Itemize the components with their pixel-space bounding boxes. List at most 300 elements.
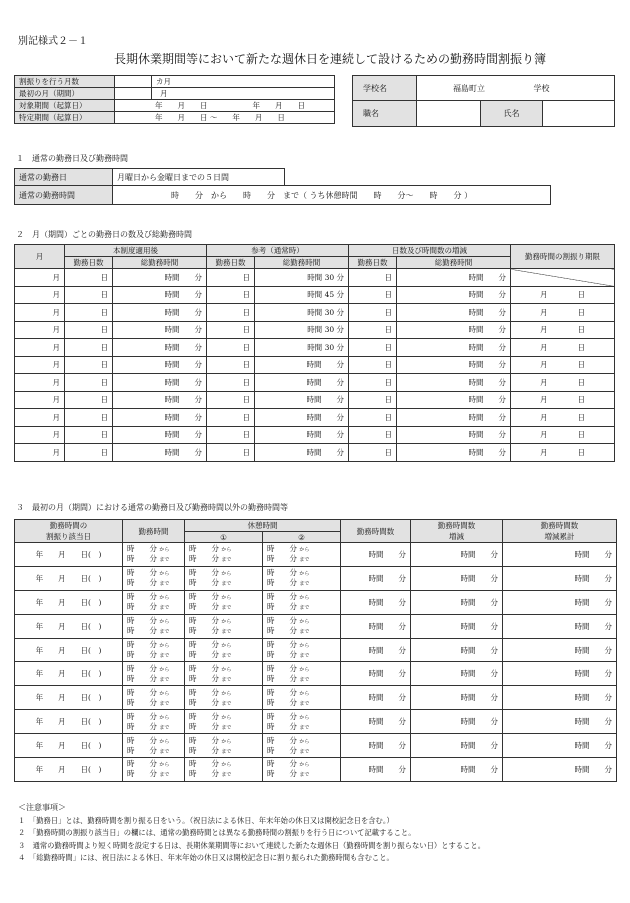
alloc-cell[interactable]: 月 日 (511, 426, 615, 444)
work-time-cell (123, 566, 185, 590)
time-hm[interactable]: 時 分 (189, 602, 219, 612)
work-time-cell (123, 590, 185, 614)
time-hm[interactable]: 時 分 (267, 769, 297, 779)
time-hm[interactable]: 時 分 (127, 759, 157, 769)
note-item: ４ 「総勤務時間」には、祝日法による休日、年末年始の休日又は開校記念日に割り振られた勤務時間も含むこと。 (18, 853, 394, 862)
time-hm[interactable]: 時 分 (189, 687, 219, 697)
h-days: 勤務日数 (65, 257, 113, 269)
month-row (15, 339, 615, 357)
change-cell[interactable]: 時間 分 (411, 543, 503, 567)
diff-days-cell[interactable]: 日 (349, 374, 397, 392)
ref-days-cell[interactable]: 日 (207, 286, 255, 304)
time-hm[interactable]: 時 分 (189, 544, 219, 554)
work-time-cell (123, 638, 185, 662)
h-break-1: ① (185, 532, 263, 543)
after-days-cell[interactable]: 日 (65, 426, 113, 444)
after-days-cell[interactable]: 日 (65, 339, 113, 357)
ref-total-cell[interactable] (255, 444, 349, 462)
ref-total-cell[interactable] (255, 356, 349, 374)
hours-cell[interactable]: 時間 分 (341, 614, 411, 638)
time-hm[interactable]: 時 分 (189, 673, 219, 683)
time-hm[interactable]: 時 分 (189, 626, 219, 636)
after-days-cell[interactable]: 日 (65, 286, 113, 304)
date-cell[interactable]: 年 月 日( ) (15, 638, 123, 662)
time-hm[interactable]: 時 分 (189, 578, 219, 588)
section1-title: １ 通常の勤務日及び勤務時間 (16, 154, 128, 163)
to-label: まで (221, 772, 232, 779)
cumulative-cell[interactable]: 時間 分 (503, 710, 617, 734)
break1-cell (185, 566, 263, 590)
diff-total-cell[interactable]: 時間 分 (397, 304, 511, 322)
from-label: から (159, 571, 170, 578)
diff-days-cell[interactable]: 日 (349, 356, 397, 374)
h-work: 勤務時間 (123, 520, 185, 543)
cumulative-cell[interactable]: 時間 分 (503, 734, 617, 758)
ref-total-cell[interactable] (255, 321, 349, 339)
diff-total-cell[interactable]: 時間 分 (397, 286, 511, 304)
break1-cell (185, 638, 263, 662)
time-hm[interactable]: 時 分 (189, 721, 219, 731)
diff-total-cell[interactable]: 時間 分 (397, 444, 511, 462)
month-cell[interactable]: 月 (15, 286, 65, 304)
time-hm[interactable]: 時 分 (267, 721, 297, 731)
diff-days-cell[interactable]: 日 (349, 444, 397, 462)
diff-days-cell[interactable]: 日 (349, 304, 397, 322)
diff-days-cell[interactable]: 日 (349, 269, 397, 287)
break2-cell (263, 614, 341, 638)
normal-time-value[interactable]: 時 分 から 時 分 まで（ うち休憩時間 時 分～ 時 分 ） (113, 186, 551, 205)
change-cell[interactable]: 時間 分 (411, 710, 503, 734)
after-days-cell[interactable]: 日 (65, 304, 113, 322)
time-hm[interactable]: 時 分 (189, 592, 219, 602)
from-label: から (221, 714, 232, 721)
break1-cell (185, 686, 263, 710)
cumulative-cell[interactable]: 時間 分 (503, 638, 617, 662)
ref-days-cell[interactable]: 日 (207, 426, 255, 444)
ref-total-value: 時間 分 (306, 447, 344, 457)
break1-cell (185, 758, 263, 782)
month-cell[interactable]: 月 (15, 304, 65, 322)
diff-total-cell[interactable]: 時間 分 (397, 339, 511, 357)
notes (18, 801, 485, 865)
break2-cell (263, 566, 341, 590)
school-field[interactable] (417, 76, 615, 101)
from-label: から (299, 690, 310, 697)
hours-cell[interactable]: 時間 分 (341, 638, 411, 662)
hours-cell[interactable]: 時間 分 (341, 662, 411, 686)
time-hm[interactable]: 時 分 (267, 640, 297, 649)
irregular-row (15, 543, 617, 567)
break1-cell (185, 614, 263, 638)
time-hm[interactable]: 時 分 (127, 640, 157, 649)
to-label: まで (299, 557, 310, 564)
cumulative-cell[interactable]: 時間 分 (503, 686, 617, 710)
ref-total-cell[interactable] (255, 426, 349, 444)
time-hm[interactable]: 時 分 (267, 626, 297, 636)
to-label: まで (159, 581, 170, 588)
diff-total-cell[interactable]: 時間 分 (397, 426, 511, 444)
after-total-cell[interactable]: 時間 分 (113, 409, 207, 427)
from-label: から (299, 666, 310, 673)
months-field[interactable] (115, 76, 335, 88)
time-hm[interactable]: 時 分 (189, 640, 219, 649)
cumulative-cell[interactable]: 時間 分 (503, 566, 617, 590)
time-hm[interactable]: 時 分 (127, 544, 157, 554)
h-month: 月 (15, 245, 65, 269)
name-field[interactable] (543, 101, 615, 127)
after-days-cell[interactable]: 日 (65, 444, 113, 462)
time-hm[interactable]: 時 分 (127, 616, 157, 626)
month-cell[interactable]: 月 (15, 269, 65, 287)
h-change (411, 520, 503, 543)
time-hm[interactable]: 時 分 (267, 663, 297, 673)
time-hm[interactable]: 時 分 (189, 663, 219, 673)
h-days: 勤務日数 (349, 257, 397, 269)
after-total-cell[interactable]: 時間 分 (113, 374, 207, 392)
time-hm[interactable]: 時 分 (127, 578, 157, 588)
irregular-row (15, 614, 617, 638)
time-hm[interactable]: 時 分 (189, 554, 219, 564)
month-row (15, 444, 615, 462)
alloc-cell[interactable]: 月 日 (511, 339, 615, 357)
from-label: から (299, 762, 310, 769)
hours-cell[interactable]: 時間 分 (341, 566, 411, 590)
time-hm[interactable]: 時 分 (267, 759, 297, 769)
ref-days-cell[interactable]: 日 (207, 374, 255, 392)
alloc-cell[interactable]: 月 日 (511, 321, 615, 339)
from-label: から (221, 666, 232, 673)
hours-cell[interactable]: 時間 分 (341, 590, 411, 614)
change-cell[interactable]: 時間 分 (411, 638, 503, 662)
first-month-unit: 月 (151, 88, 190, 99)
alloc-cell[interactable]: 月 日 (511, 391, 615, 409)
irregular-row (15, 758, 617, 782)
date-cell[interactable]: 年 月 日( ) (15, 662, 123, 686)
first-month-field[interactable] (115, 88, 335, 100)
change-cell[interactable]: 時間 分 (411, 614, 503, 638)
ref-days-cell[interactable]: 日 (207, 409, 255, 427)
diff-days-cell[interactable]: 日 (349, 286, 397, 304)
normal-days-value: 月曜日から金曜日までの５日間 (113, 169, 285, 186)
break1-cell (185, 710, 263, 734)
h-date (15, 520, 123, 543)
period-table (14, 75, 335, 124)
time-hm[interactable]: 時 分 (267, 735, 297, 745)
to-label: まで (221, 748, 232, 755)
ref-days-cell[interactable]: 日 (207, 321, 255, 339)
to-label: まで (221, 653, 232, 659)
ref-total-cell[interactable] (255, 304, 349, 322)
h-cumulative (503, 520, 617, 543)
change-cell[interactable]: 時間 分 (411, 686, 503, 710)
h-change-2: 増減 (449, 532, 464, 541)
irregular-row (15, 638, 617, 662)
time-hm[interactable]: 時 分 (267, 554, 297, 564)
cumulative-cell[interactable]: 時間 分 (503, 590, 617, 614)
change-cell[interactable]: 時間 分 (411, 734, 503, 758)
time-hm[interactable]: 時 分 (127, 687, 157, 697)
time-hm[interactable]: 時 分 (189, 697, 219, 707)
ref-total-cell[interactable] (255, 374, 349, 392)
from-label: から (299, 714, 310, 721)
time-hm[interactable]: 時 分 (189, 650, 219, 659)
hours-cell[interactable]: 時間 分 (341, 758, 411, 782)
from-label: から (159, 619, 170, 626)
month-row (15, 321, 615, 339)
h-cum-1: 勤務時間数 (540, 521, 579, 530)
after-total-cell[interactable]: 時間 分 (113, 444, 207, 462)
to-label: まで (221, 724, 232, 731)
diff-days-cell[interactable]: 日 (349, 409, 397, 427)
date-cell[interactable]: 年 月 日( ) (15, 686, 123, 710)
diff-days-cell[interactable]: 日 (349, 339, 397, 357)
after-total-cell[interactable]: 時間 分 (113, 304, 207, 322)
cumulative-cell[interactable]: 時間 分 (503, 543, 617, 567)
irregular-row (15, 734, 617, 758)
from-label: から (159, 595, 170, 602)
date-cell[interactable]: 年 月 日( ) (15, 758, 123, 782)
after-total-cell[interactable]: 時間 分 (113, 356, 207, 374)
specific-period-label: 特定期間（起算日） (15, 112, 115, 124)
time-hm[interactable]: 時 分 (127, 626, 157, 636)
time-hm[interactable]: 時 分 (189, 759, 219, 769)
note-item: ２ 「勤務時間の割振り該当日」の欄には、通常の勤務時間とは異なる勤務時間の割振りを行う日について記載すること。 (18, 828, 416, 837)
irregular-row (15, 590, 617, 614)
to-label: まで (221, 700, 232, 707)
position-field[interactable] (417, 101, 543, 127)
school-table (352, 75, 615, 127)
change-cell[interactable]: 時間 分 (411, 758, 503, 782)
break2-cell (263, 590, 341, 614)
ref-days-cell[interactable]: 日 (207, 304, 255, 322)
time-hm[interactable]: 時 分 (127, 650, 157, 659)
month-cell[interactable]: 月 (15, 444, 65, 462)
hours-cell[interactable]: 時間 分 (341, 734, 411, 758)
diff-total-cell[interactable]: 時間 分 (397, 356, 511, 374)
alloc-cell[interactable]: 月 日 (511, 286, 615, 304)
time-hm[interactable]: 時 分 (127, 721, 157, 731)
after-days-cell[interactable]: 日 (65, 391, 113, 409)
to-label: まで (299, 700, 310, 707)
change-cell[interactable]: 時間 分 (411, 590, 503, 614)
school-value: 福島町立 (453, 83, 485, 93)
work-time-cell (123, 758, 185, 782)
diff-total-cell[interactable]: 時間 分 (397, 321, 511, 339)
from-label: から (299, 547, 310, 554)
cumulative-cell[interactable]: 時間 分 (503, 662, 617, 686)
change-cell[interactable]: 時間 分 (411, 566, 503, 590)
alloc-cell[interactable]: 月 日 (511, 356, 615, 374)
time-hm[interactable]: 時 分 (127, 735, 157, 745)
after-total-cell[interactable]: 時間 分 (113, 286, 207, 304)
time-hm[interactable]: 時 分 (127, 697, 157, 707)
diff-total-cell[interactable]: 時間 分 (397, 409, 511, 427)
after-total-cell[interactable]: 時間 分 (113, 339, 207, 357)
to-label: まで (299, 605, 310, 612)
work-time-cell (123, 686, 185, 710)
first-month-label: 最初の月（期間） (15, 88, 115, 100)
to-label: まで (299, 629, 310, 636)
after-days-cell[interactable]: 日 (65, 409, 113, 427)
change-cell[interactable]: 時間 分 (411, 662, 503, 686)
time-hm[interactable]: 時 分 (267, 602, 297, 612)
from-label: から (221, 619, 232, 626)
time-hm[interactable]: 時 分 (267, 745, 297, 755)
hours-cell[interactable]: 時間 分 (341, 543, 411, 567)
h-date-1: 勤務時間の (49, 521, 88, 530)
diff-total-cell[interactable]: 時間 分 (397, 374, 511, 392)
hours-cell[interactable]: 時間 分 (341, 710, 411, 734)
h-break-2: ② (263, 532, 341, 543)
time-hm[interactable]: 時 分 (189, 769, 219, 779)
to-label: まで (159, 605, 170, 612)
time-hm[interactable]: 時 分 (267, 578, 297, 588)
diff-total-cell[interactable]: 時間 分 (397, 391, 511, 409)
time-hm[interactable]: 時 分 (267, 697, 297, 707)
after-total-cell[interactable]: 時間 分 (113, 269, 207, 287)
h-total: 総勤務時間 (397, 257, 511, 269)
target-period-field[interactable]: 年 月 日 年 月 日 (115, 100, 335, 112)
cumulative-cell[interactable]: 時間 分 (503, 614, 617, 638)
date-cell[interactable]: 年 月 日( ) (15, 590, 123, 614)
ref-total-cell[interactable] (255, 269, 349, 287)
to-label: まで (221, 557, 232, 564)
time-hm[interactable]: 時 分 (127, 663, 157, 673)
h-diff: 日数及び時間数の増減 (349, 245, 511, 257)
time-hm[interactable]: 時 分 (189, 568, 219, 578)
time-hm[interactable]: 時 分 (267, 673, 297, 683)
time-hm[interactable]: 時 分 (267, 592, 297, 602)
ref-days-cell[interactable]: 日 (207, 356, 255, 374)
time-hm[interactable]: 時 分 (127, 711, 157, 721)
from-label: から (221, 690, 232, 697)
break2-cell (263, 734, 341, 758)
after-total-cell[interactable]: 時間 分 (113, 321, 207, 339)
month-cell[interactable]: 月 (15, 321, 65, 339)
time-hm[interactable]: 時 分 (189, 735, 219, 745)
diff-days-cell[interactable]: 日 (349, 391, 397, 409)
after-days-cell[interactable]: 日 (65, 269, 113, 287)
month-cell[interactable]: 月 (15, 409, 65, 427)
ref-days-cell[interactable]: 日 (207, 444, 255, 462)
from-label: から (299, 595, 310, 602)
date-cell[interactable]: 年 月 日( ) (15, 543, 123, 567)
cumulative-cell[interactable]: 時間 分 (503, 758, 617, 782)
diff-days-cell[interactable]: 日 (349, 426, 397, 444)
alloc-cell[interactable]: 月 日 (511, 444, 615, 462)
ref-total-cell[interactable] (255, 286, 349, 304)
alloc-cell[interactable]: 月 日 (511, 409, 615, 427)
time-hm[interactable]: 時 分 (267, 616, 297, 626)
month-cell[interactable]: 月 (15, 426, 65, 444)
from-label: から (159, 547, 170, 554)
from-label: から (159, 762, 170, 769)
date-cell[interactable]: 年 月 日( ) (15, 614, 123, 638)
time-hm[interactable]: 時 分 (267, 687, 297, 697)
break1-cell (185, 662, 263, 686)
time-hm[interactable]: 時 分 (189, 616, 219, 626)
ref-total-cell[interactable] (255, 339, 349, 357)
month-cell[interactable]: 月 (15, 391, 65, 409)
date-cell[interactable]: 年 月 日( ) (15, 566, 123, 590)
after-total-cell[interactable]: 時間 分 (113, 391, 207, 409)
after-total-cell[interactable]: 時間 分 (113, 426, 207, 444)
time-hm[interactable]: 時 分 (127, 673, 157, 683)
section2-title: ２ 月（期間）ごとの勤務日の数及び総勤務時間 (16, 230, 192, 239)
ref-days-cell[interactable]: 日 (207, 269, 255, 287)
to-label: まで (299, 581, 310, 588)
time-hm[interactable]: 時 分 (127, 592, 157, 602)
time-hm[interactable]: 時 分 (267, 568, 297, 578)
date-cell[interactable]: 年 月 日( ) (15, 710, 123, 734)
specific-period-field[interactable]: 年 月 日 ～ 年 月 日 (115, 112, 335, 124)
diff-days-cell[interactable]: 日 (349, 321, 397, 339)
ref-days-cell[interactable]: 日 (207, 391, 255, 409)
normal-days-label: 通常の勤務日 (15, 169, 113, 186)
ref-total-value: 時間 分 (306, 395, 344, 405)
from-label: から (159, 690, 170, 697)
month-cell[interactable]: 月 (15, 374, 65, 392)
after-days-cell[interactable]: 日 (65, 321, 113, 339)
date-cell[interactable]: 年 月 日( ) (15, 734, 123, 758)
time-hm[interactable]: 時 分 (127, 769, 157, 779)
month-cell[interactable]: 月 (15, 356, 65, 374)
time-hm[interactable]: 時 分 (189, 711, 219, 721)
h-alloc: 勤務時間の割振り期限 (511, 245, 615, 269)
time-hm[interactable]: 時 分 (127, 602, 157, 612)
diff-total-cell[interactable]: 時間 分 (397, 269, 511, 287)
from-label: から (299, 619, 310, 626)
ref-total-cell[interactable] (255, 409, 349, 427)
month-row (15, 269, 615, 287)
from-label: から (221, 571, 232, 578)
month-cell[interactable]: 月 (15, 339, 65, 357)
to-label: まで (159, 724, 170, 731)
time-hm[interactable]: 時 分 (127, 745, 157, 755)
time-hm[interactable]: 時 分 (189, 745, 219, 755)
to-label: まで (221, 676, 232, 683)
hours-cell[interactable]: 時間 分 (341, 686, 411, 710)
alloc-cell[interactable]: 月 日 (511, 374, 615, 392)
to-label: まで (221, 629, 232, 636)
work-time-cell (123, 734, 185, 758)
ref-days-cell[interactable]: 日 (207, 339, 255, 357)
target-period-label: 対象期間（起算日） (15, 100, 115, 112)
to-label: まで (299, 653, 310, 659)
after-days-cell[interactable]: 日 (65, 356, 113, 374)
ref-total-value: 時間 30 分 (307, 325, 344, 335)
alloc-cell-blank (511, 269, 615, 287)
to-label: まで (159, 748, 170, 755)
time-hm[interactable]: 時 分 (127, 554, 157, 564)
time-hm[interactable]: 時 分 (127, 568, 157, 578)
time-hm[interactable]: 時 分 (267, 650, 297, 659)
from-label: から (221, 547, 232, 554)
after-days-cell[interactable]: 日 (65, 374, 113, 392)
h-total: 総勤務時間 (255, 257, 349, 269)
time-hm[interactable]: 時 分 (267, 544, 297, 554)
irregular-row (15, 686, 617, 710)
ref-total-cell[interactable] (255, 391, 349, 409)
time-hm[interactable]: 時 分 (267, 711, 297, 721)
h-change-1: 勤務時間数 (437, 521, 476, 530)
from-label: から (159, 643, 170, 649)
to-label: まで (159, 629, 170, 636)
ref-total-value: 時間 分 (306, 360, 344, 370)
section3-title: ３ 最初の月（期間）における通常の勤務日及び勤務時間以外の勤務時間等 (16, 503, 288, 512)
alloc-cell[interactable]: 月 日 (511, 304, 615, 322)
to-label: まで (299, 772, 310, 779)
